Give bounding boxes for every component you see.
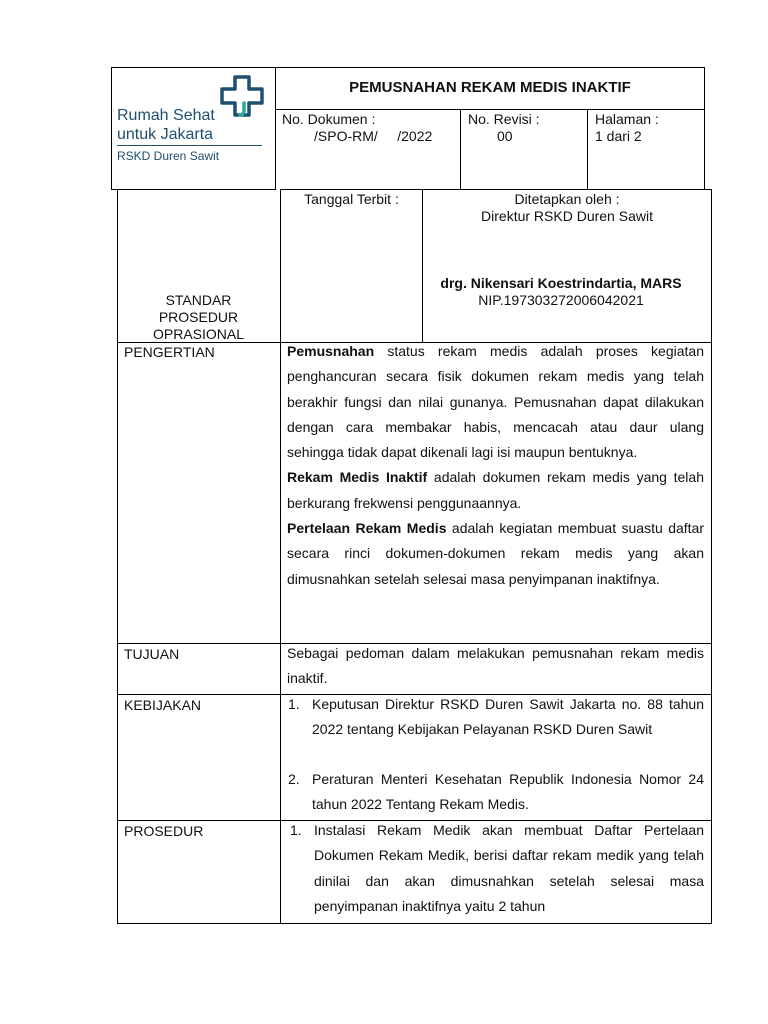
logo <box>116 72 271 182</box>
term-pertelaan: Pertelaan Rekam Medis <box>287 520 447 537</box>
tujuan-text: Sebagai pedoman dalam melakukan pemusnahan rekam medis inaktif. <box>287 645 704 687</box>
page-value: 1 dari 2 <box>595 128 642 144</box>
page-label: Halaman : <box>595 111 659 127</box>
org-sub: RSKD Duren Sawit <box>117 149 220 163</box>
pengertian-paragraph-1: Pemusnahan status rekam medis adalah proses kegiatan penghancuran secara fisik dokumen rekam medis yang telah berakhir fungsi dan nilai gunanya. Pemusnahan dapat dilakukan dengan cara membakar habis, mencacah atau daur ulang sehingga tidak dapat dikenali lagi isi maupun bentuknya. <box>287 343 704 461</box>
doc-no-value: /SPO-RM/ /2022 <box>314 128 433 144</box>
set-by-title: Direktur RSKD Duren Sawit <box>481 208 653 224</box>
kebijakan-item: 2. Peraturan Menteri Kesehatan Republik Indonesia Nomor 24 tahun 2022 Tentang Rekam Medis. <box>288 771 704 813</box>
set-by-label: Ditetapkan oleh : <box>514 191 620 207</box>
tujuan-label: TUJUAN <box>124 646 180 662</box>
issue-date-label: Tanggal Terbit : <box>304 191 399 207</box>
org-name-line2: untuk Jakarta <box>117 126 214 143</box>
kebijakan-label: KEBIJAKAN <box>124 697 202 713</box>
sop-label-line2: PROSEDUR <box>158 309 239 325</box>
revision-label: No. Revisi : <box>468 111 540 127</box>
term-pemusnahan: Pemusnahan <box>287 343 375 359</box>
signer-name: drg. Nikensari Koestrindartia, MARS <box>440 275 682 291</box>
logo-divider <box>117 145 262 146</box>
org-name-line1: Rumah Sehat <box>117 107 215 124</box>
pengertian-paragraph-3: Pertelaan Rekam Medis adalah kegiatan membuat suastu daftar secara rinci dokumen-dokumen rekam medis yang akan dimusnahkan setelah selesai masa penyimpanan inaktifnya. <box>287 520 705 587</box>
document-title: PEMUSNAHAN REKAM MEDIS INAKTIF <box>349 79 631 96</box>
doc-no-label: No. Dokumen : <box>282 111 376 127</box>
signer-nip: NIP.197303272006042021 <box>478 292 644 308</box>
plus-cross-icon <box>218 74 268 120</box>
revision-value: 00 <box>497 128 513 144</box>
pengertian-content <box>287 339 704 592</box>
term-rekam-medis-inaktif: Rekam Medis Inaktif <box>287 469 428 486</box>
kebijakan-item: 1. Keputusan Direktur RSKD Duren Sawit Jakarta no. 88 tahun 2022 tentang Kebijakan Pelayanan RSKD Duren Sawit <box>288 696 704 738</box>
pengertian-label: PENGERTIAN <box>124 344 215 360</box>
prosedur-item: 1. Instalasi Rekam Medik akan membuat Daftar Pertelaan Dokumen Rekam Medik, berisi daftar rekam medik yang telah dinilai dan akan dimusnahkan setelah selesai masa penyimpanan inaktifnya yaitu 2 tahun <box>290 822 704 914</box>
pengertian-paragraph-2: Rekam Medis Inaktif adalah dokumen rekam medis yang telah berkurang frekwensi penggunaannya. <box>287 469 704 511</box>
sop-label-line1: STANDAR <box>165 292 232 308</box>
prosedur-label: PROSEDUR <box>124 823 204 839</box>
sop-label-line3: OPRASIONAL <box>152 326 245 342</box>
